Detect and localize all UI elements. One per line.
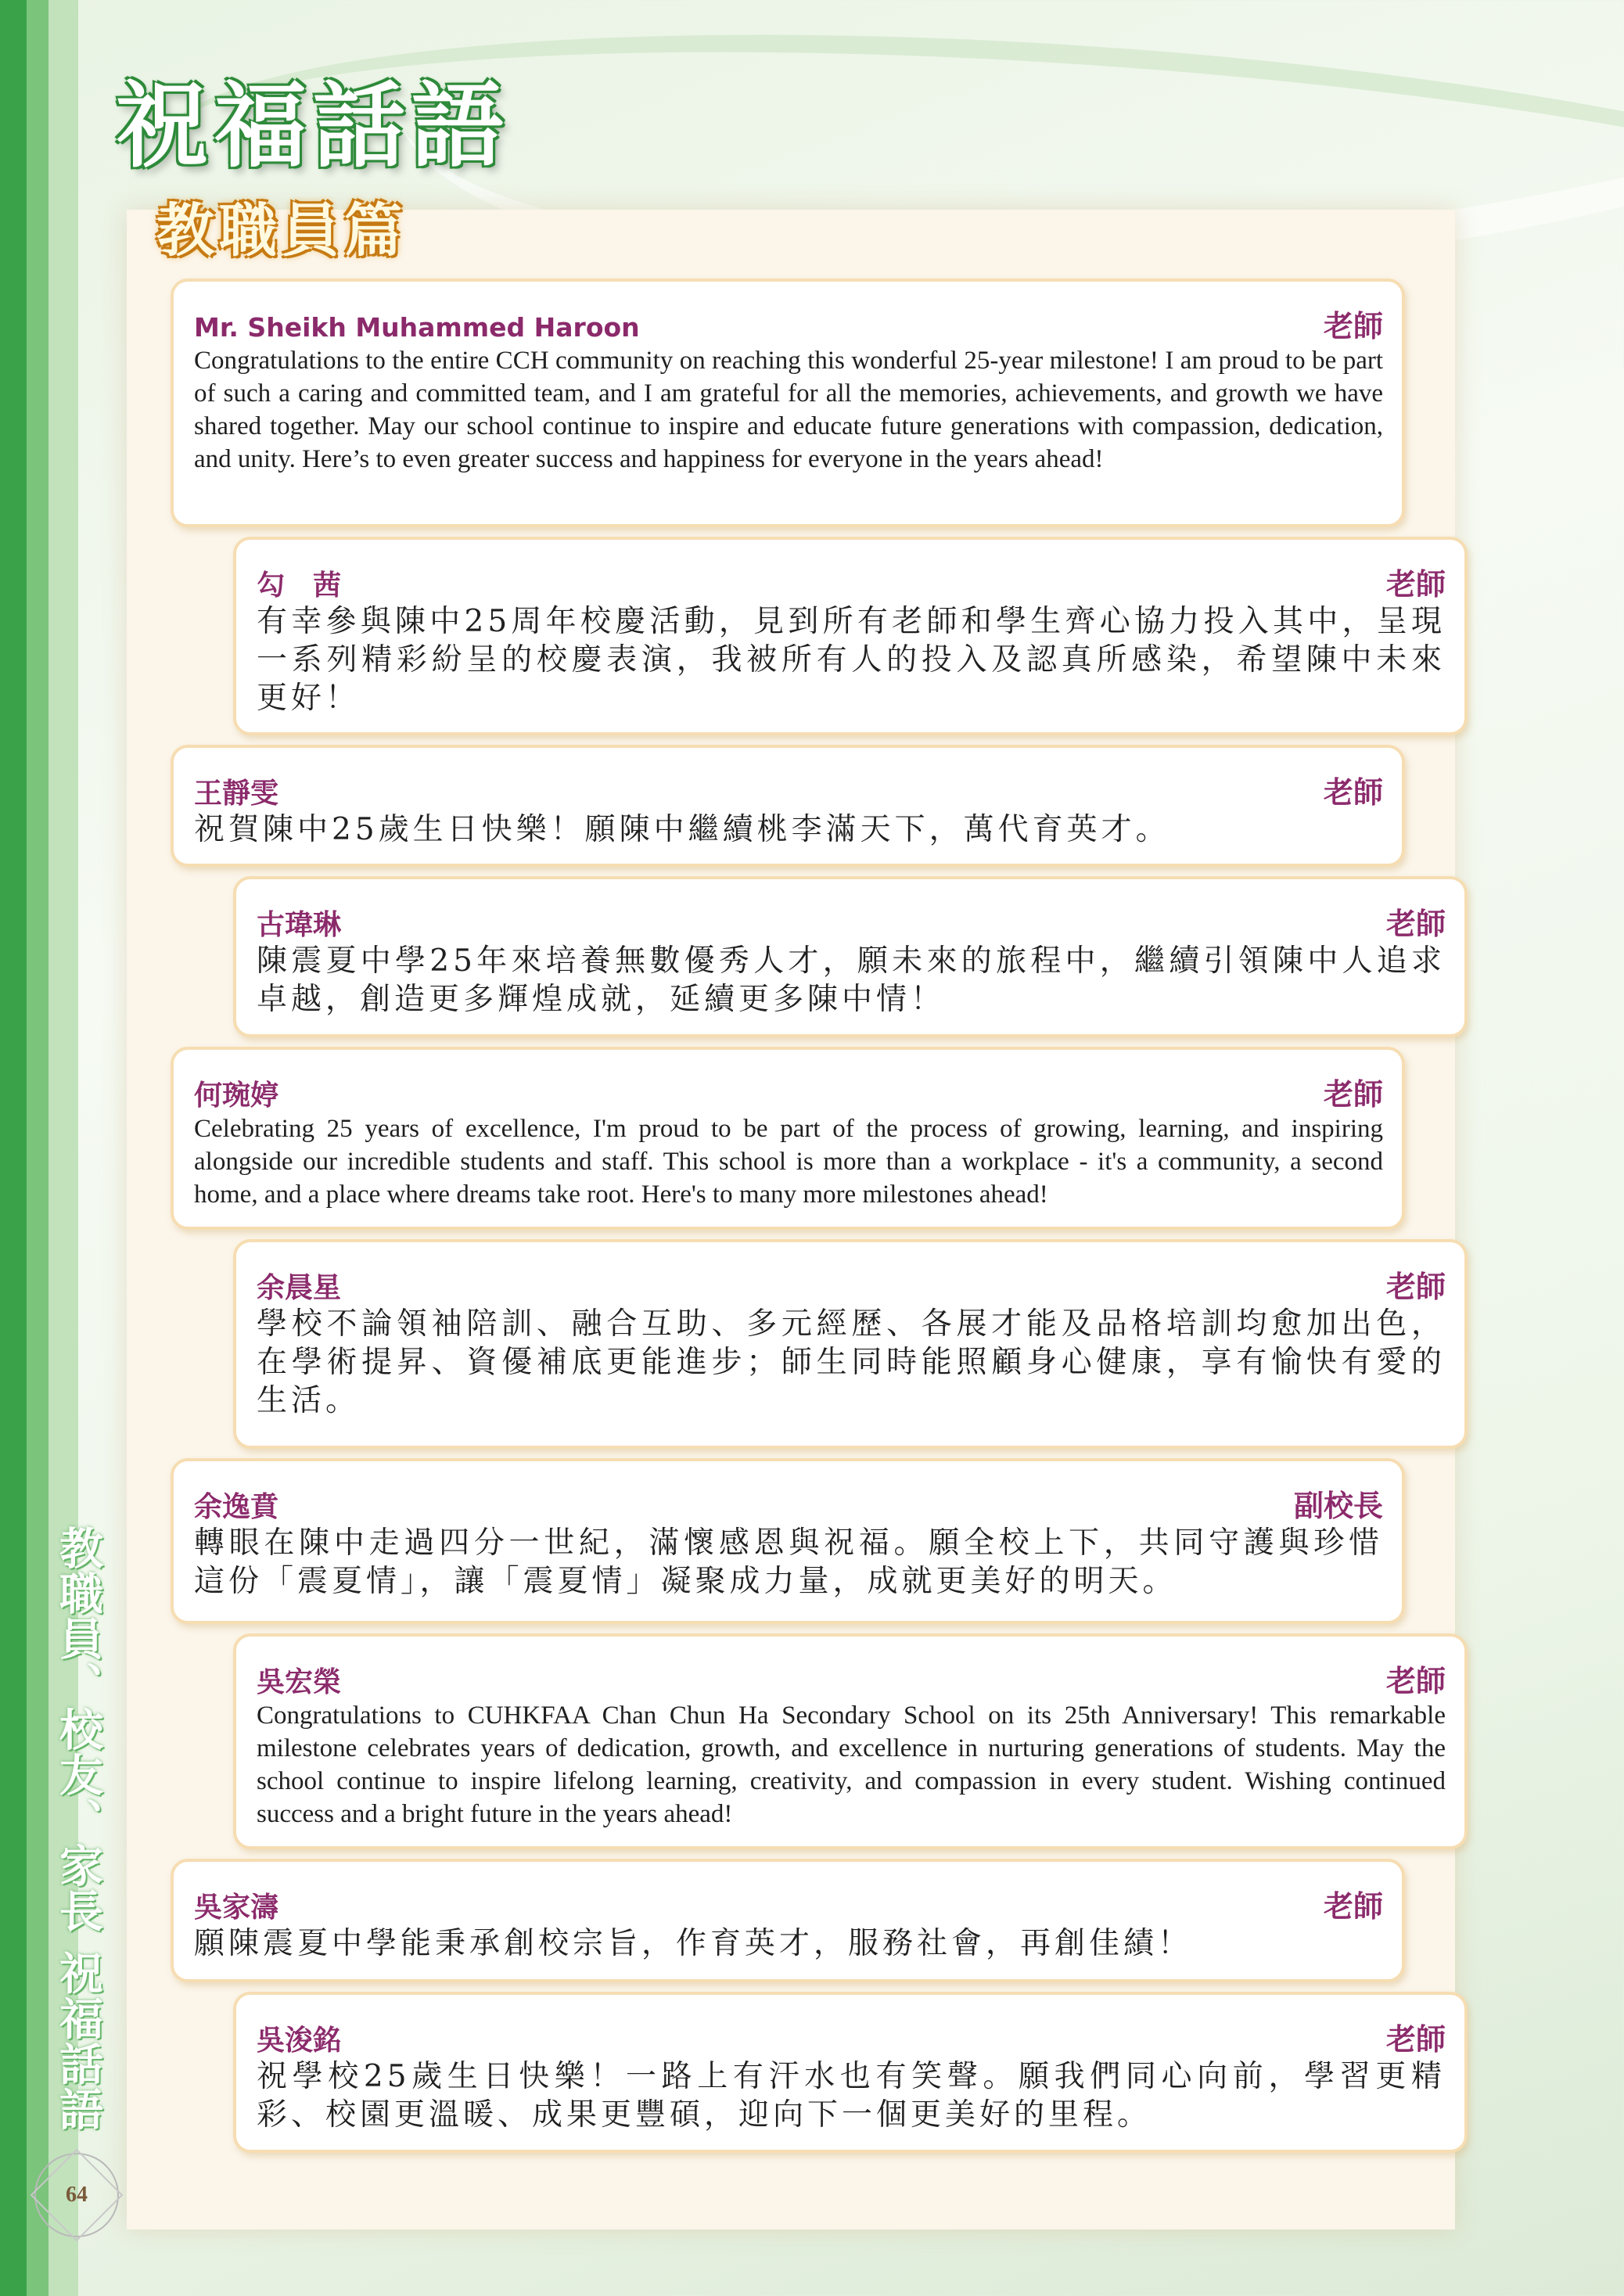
author-name: 吳宏榮 — [257, 1666, 342, 1698]
author-role: 老師 — [1323, 1889, 1383, 1924]
author-role: 老師 — [1385, 1270, 1446, 1304]
author-name: 余逸賁 — [194, 1491, 279, 1523]
section-subtitle: 教職員篇 — [156, 197, 407, 264]
message-card — [171, 278, 1405, 527]
author-name: 余晨星 — [257, 1272, 342, 1304]
message-card — [171, 1458, 1405, 1624]
message-card — [233, 1633, 1468, 1849]
message-text: 祝賀陳中25歲生日快樂！願陳中繼續桃李滿天下，萬代育英才。 — [194, 812, 1170, 847]
vertical-section-label: 教職員、校友、家長 祝福話語 — [52, 1525, 104, 2133]
message-card — [233, 876, 1468, 1037]
message-card — [171, 1047, 1405, 1230]
page-title: 祝福話語 — [116, 71, 511, 180]
message-card — [233, 537, 1468, 735]
message-text: Congratulations to the entire CCH community on reaching this wonderful 25-year milestone! I am proud to be part of such a caring and committed team, and I am grateful for all the memories, achievements, and growth we have shared together. May our school continue to inspire and educate future generations with compassion, dedication, and unity. Here’s to even greater success and happiness for everyone in the years ahead! — [194, 347, 1383, 473]
author-role: 老師 — [1385, 2022, 1446, 2057]
author-name: 勾 茜 — [257, 570, 342, 602]
page-number: 64 — [66, 2183, 88, 2207]
author-name: 吳浚銘 — [257, 2025, 342, 2057]
message-card — [233, 1239, 1468, 1449]
author-name: 古瑋琳 — [257, 909, 342, 941]
author-name: 何琬婷 — [194, 1080, 279, 1112]
message-text: 學校不論領袖陪訓、融合互助、多元經歷、各展才能及品格培訓均愈加出色，在學術提昇、資優補底更能進步；師生同時能照顧身心健康，享有愉快有愛的生活。 — [257, 1306, 1446, 1418]
author-role: 老師 — [1385, 1664, 1446, 1698]
author-role: 老師 — [1385, 567, 1446, 602]
author-name: 吳家濤 — [194, 1892, 279, 1924]
message-text: Celebrating 25 years of excellence, I'm proud to be part of the process of growing, learning, and inspiring alongside our incredible students and staff. This school is more than a workplace - it's a community, a second home, and a place where dreams take root. Here's to many more milestones ahead! — [194, 1115, 1383, 1209]
author-role: 副校長 — [1293, 1489, 1383, 1523]
author-role: 老師 — [1323, 309, 1383, 343]
message-text: Congratulations to CUHKFAA Chan Chun Ha Secondary School on its 25th Anniversary! This remarkable milestone celebrates years of dedication, growth, and excellence in nurturing generations of students. May the school continue to inspire lifelong learning, creativity, and compassion in every student. Wishing continued success and a bright future in the years ahead! — [257, 1701, 1446, 1828]
page-number-badge — [34, 2153, 119, 2237]
message-text: 有幸參與陳中25周年校慶活動，見到所有老師和學生齊心協力投入其中，呈現一系列精彩紛呈的校慶表演，我被所有人的投入及認真所感染，希望陳中未來更好！ — [257, 604, 1446, 716]
author-name: Mr. Sheikh Muhammed Haroon — [194, 312, 640, 343]
message-card — [233, 1992, 1468, 2153]
message-text: 祝學校25歲生日快樂！一路上有汗水也有笑聲。願我們同心向前，學習更精彩、校園更溫暖、成果更豐碩，迎向下一個更美好的里程。 — [257, 2059, 1446, 2133]
author-name: 王靜雯 — [194, 778, 279, 810]
message-card — [171, 1859, 1405, 1982]
author-role: 老師 — [1385, 907, 1446, 941]
message-text: 願陳震夏中學能秉承創校宗旨，作育英才，服務社會，再創佳績！ — [194, 1926, 1193, 1961]
message-text: 轉眼在陳中走過四分一世紀，滿懷感恩與祝福。願全校上下，共同守護與珍惜這份「震夏情」，讓「震夏情」凝聚成力量，成就更美好的明天。 — [194, 1525, 1383, 1599]
author-role: 老師 — [1323, 1077, 1383, 1112]
message-card — [171, 745, 1405, 867]
message-text: 陳震夏中學25年來培養無數優秀人才，願未來的旅程中，繼續引領陳中人追求卓越，創造更多輝煌成就，延續更多陳中情！ — [257, 943, 1446, 1017]
author-role: 老師 — [1323, 775, 1383, 810]
